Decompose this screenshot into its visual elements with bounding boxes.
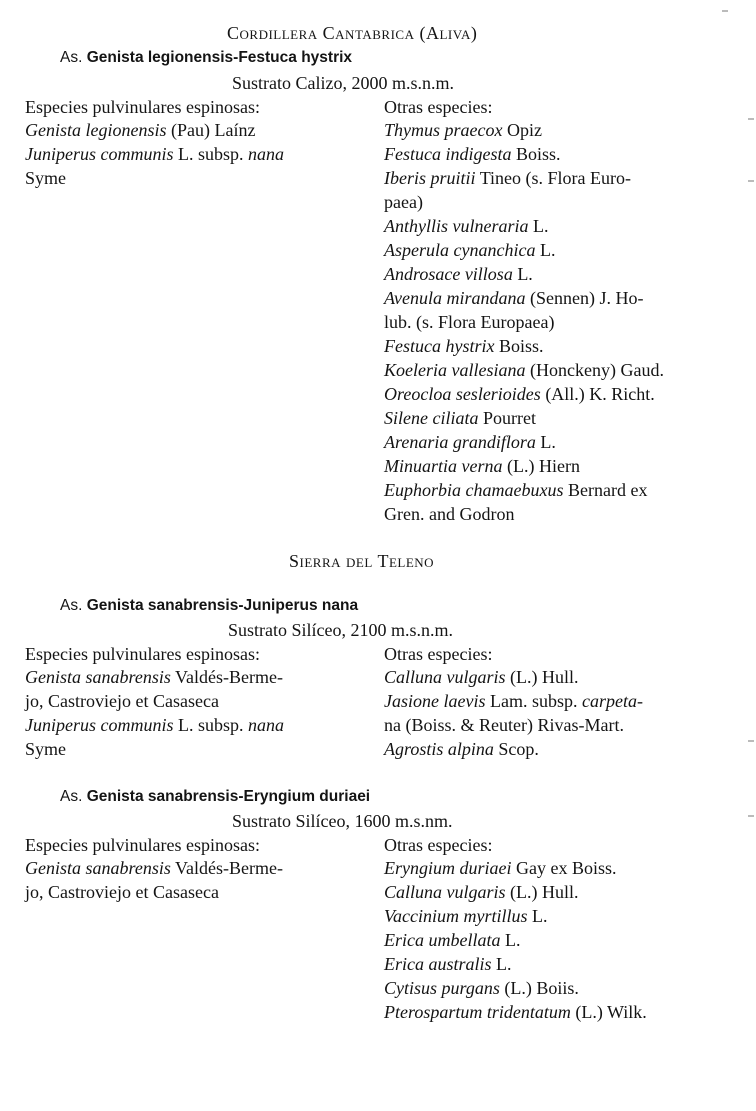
species-line: [25, 857, 283, 879]
species-name: Eryngium duriaei: [384, 858, 512, 878]
species-name: Festuca hystrix: [384, 336, 495, 356]
species-name: Vaccinium myrtillus: [384, 906, 528, 926]
species-authority: Opiz: [502, 120, 542, 140]
scan-mark: [748, 815, 754, 817]
species-line: [384, 479, 647, 501]
species-authority: (L.) Hiern: [502, 456, 580, 476]
species-authority: Valdés-Berme-: [170, 667, 283, 687]
species-name: Anthyllis vulneraria: [384, 216, 529, 236]
species-name: Pterospartum tridentatum: [384, 1002, 571, 1022]
species-line: [384, 690, 643, 712]
species-line: [384, 503, 514, 525]
left-column-heading: Especies pulvinulares espinosas:: [25, 835, 260, 855]
species-authority: Scop.: [493, 739, 539, 759]
species-line: [384, 857, 617, 879]
species-line: [25, 714, 284, 736]
species-line: [384, 167, 631, 189]
scan-mark: [748, 118, 754, 120]
species-authority: Boiss.: [511, 144, 561, 164]
species-line: [25, 167, 66, 189]
species-authority: (Sennen) J. Ho-: [525, 288, 644, 308]
species-authority: (Pau) Laínz: [166, 120, 256, 140]
species-name: Asperula cynanchica: [384, 240, 536, 260]
subspecies-name: nana: [248, 715, 284, 735]
species-authority: (L.) Boiis.: [499, 978, 579, 998]
species-line: [384, 215, 548, 237]
right-column-heading: Otras especies:: [384, 644, 493, 664]
right-column-heading: Otras especies:: [384, 835, 493, 855]
right-column-heading: Otras especies:: [384, 97, 493, 117]
species-line: [384, 191, 423, 213]
species-authority: L.: [528, 216, 549, 236]
species-line: [384, 287, 643, 309]
species-name: Genista sanabrensis: [25, 858, 171, 878]
species-line: [384, 311, 554, 333]
species-name: Euphorbia chamaebuxus: [384, 480, 564, 500]
association-heading: [60, 595, 358, 617]
species-line: [384, 263, 533, 285]
species-line: [25, 143, 284, 165]
species-name: Iberis pruitii: [384, 168, 476, 188]
species-authority: Boiss.: [494, 336, 544, 356]
species-line: [384, 407, 536, 429]
scan-mark: [722, 10, 728, 12]
species-authority: Valdés-Berme-: [170, 858, 283, 878]
species-line: [25, 881, 219, 903]
species-authority: L.: [527, 906, 548, 926]
species-authority: Syme: [25, 739, 67, 759]
species-name: Avenula mirandana: [384, 288, 526, 308]
association-prefix: As.: [60, 49, 83, 66]
species-name: Jasione laevis: [384, 691, 486, 711]
species-name: Erica umbellata: [384, 930, 501, 950]
association-prefix: As.: [60, 788, 83, 805]
species-authority: jo, Castroviejo et Casaseca: [25, 691, 219, 711]
species-authority: (L.) Hull.: [505, 882, 579, 902]
species-authority: L. subsp.: [173, 715, 248, 735]
species-name: Genista legionensis: [25, 120, 167, 140]
species-line: [25, 690, 219, 712]
subspecies-name: nana: [248, 144, 284, 164]
association-name: Genista sanabrensis-Eryngium duriaei: [86, 788, 371, 805]
species-line: [25, 119, 255, 141]
species-name: Agrostis alpina: [384, 739, 494, 759]
species-name: Oreocloa seslerioides: [384, 384, 541, 404]
association-heading: [60, 786, 370, 808]
species-authority: na (Boiss. & Reuter) Rivas-Mart.: [384, 715, 624, 735]
species-name: Juniperus communis: [25, 715, 174, 735]
species-line: [384, 905, 547, 927]
association-name: Genista legionensis-Festuca hystrix: [86, 49, 353, 66]
species-line: [384, 431, 556, 453]
species-authority: (All.) K. Richt.: [540, 384, 655, 404]
species-authority: Tineo (s. Flora Euro-: [475, 168, 632, 188]
species-authority: L. subsp.: [173, 144, 248, 164]
species-line: [384, 977, 579, 999]
species-line: [384, 143, 561, 165]
species-authority: (Honckeny) Gaud.: [525, 360, 664, 380]
species-authority: L.: [500, 930, 521, 950]
species-authority: paea): [384, 192, 423, 212]
species-line: [25, 666, 283, 688]
species-name: Minuartia verna: [384, 456, 503, 476]
scan-mark: [748, 180, 754, 182]
species-authority: jo, Castroviejo et Casaseca: [25, 882, 219, 902]
species-authority: Bernard ex: [563, 480, 648, 500]
species-authority: (L.) Hull.: [505, 667, 579, 687]
species-authority: Gren. and Godron: [384, 504, 515, 524]
species-line: [384, 929, 520, 951]
substrate-line: Sustrato Calizo, 2000 m.s.n.m.: [232, 73, 454, 93]
species-name: Koeleria vallesiana: [384, 360, 526, 380]
species-authority: L.: [491, 954, 512, 974]
species-authority: Lam. subsp.: [485, 691, 582, 711]
species-authority: Gay ex Boiss.: [511, 858, 617, 878]
association-heading: [60, 47, 352, 69]
species-name: Erica australis: [384, 954, 492, 974]
species-line: [25, 738, 66, 760]
species-name: Androsace villosa: [384, 264, 513, 284]
species-name: Calluna vulgaris: [384, 882, 506, 902]
species-line: [384, 738, 539, 760]
substrate-line: Sustrato Silíceo, 1600 m.s.nm.: [232, 811, 453, 831]
species-authority: L.: [535, 240, 556, 260]
association-prefix: As.: [60, 597, 83, 614]
species-line: [384, 119, 542, 141]
substrate-line: Sustrato Silíceo, 2100 m.s.n.m.: [228, 620, 453, 640]
species-line: [384, 359, 664, 381]
species-name: Calluna vulgaris: [384, 667, 506, 687]
species-name: Genista sanabrensis: [25, 667, 171, 687]
species-name: Cytisus purgans: [384, 978, 500, 998]
species-authority: lub. (s. Flora Europaea): [384, 312, 555, 332]
species-authority: L.: [535, 432, 556, 452]
section-title: Cordillera Cantabrica (Aliva): [227, 23, 478, 43]
left-column-heading: Especies pulvinulares espinosas:: [25, 97, 260, 117]
species-line: [384, 335, 544, 357]
scan-mark: [748, 740, 754, 742]
species-line: [384, 1001, 647, 1023]
left-column-heading: Especies pulvinulares espinosas:: [25, 644, 260, 664]
species-line: [384, 383, 655, 405]
species-line: [384, 666, 579, 688]
species-authority: Syme: [25, 168, 67, 188]
species-line: [384, 455, 580, 477]
association-name: Genista sanabrensis-Juniperus nana: [86, 597, 359, 614]
species-line: [384, 881, 579, 903]
subspecies-name: carpeta-: [581, 691, 643, 711]
species-authority: L.: [512, 264, 533, 284]
species-line: [384, 239, 555, 261]
species-name: Festuca indigesta: [384, 144, 512, 164]
species-line: [384, 953, 512, 975]
species-line: [384, 714, 624, 736]
section-title: Sierra del Teleno: [289, 551, 435, 571]
species-name: Juniperus communis: [25, 144, 174, 164]
species-name: Arenaria grandiflora: [384, 432, 536, 452]
species-authority: Pourret: [478, 408, 536, 428]
species-authority: (L.) Wilk.: [570, 1002, 647, 1022]
species-name: Silene ciliata: [384, 408, 479, 428]
species-name: Thymus praecox: [384, 120, 503, 140]
